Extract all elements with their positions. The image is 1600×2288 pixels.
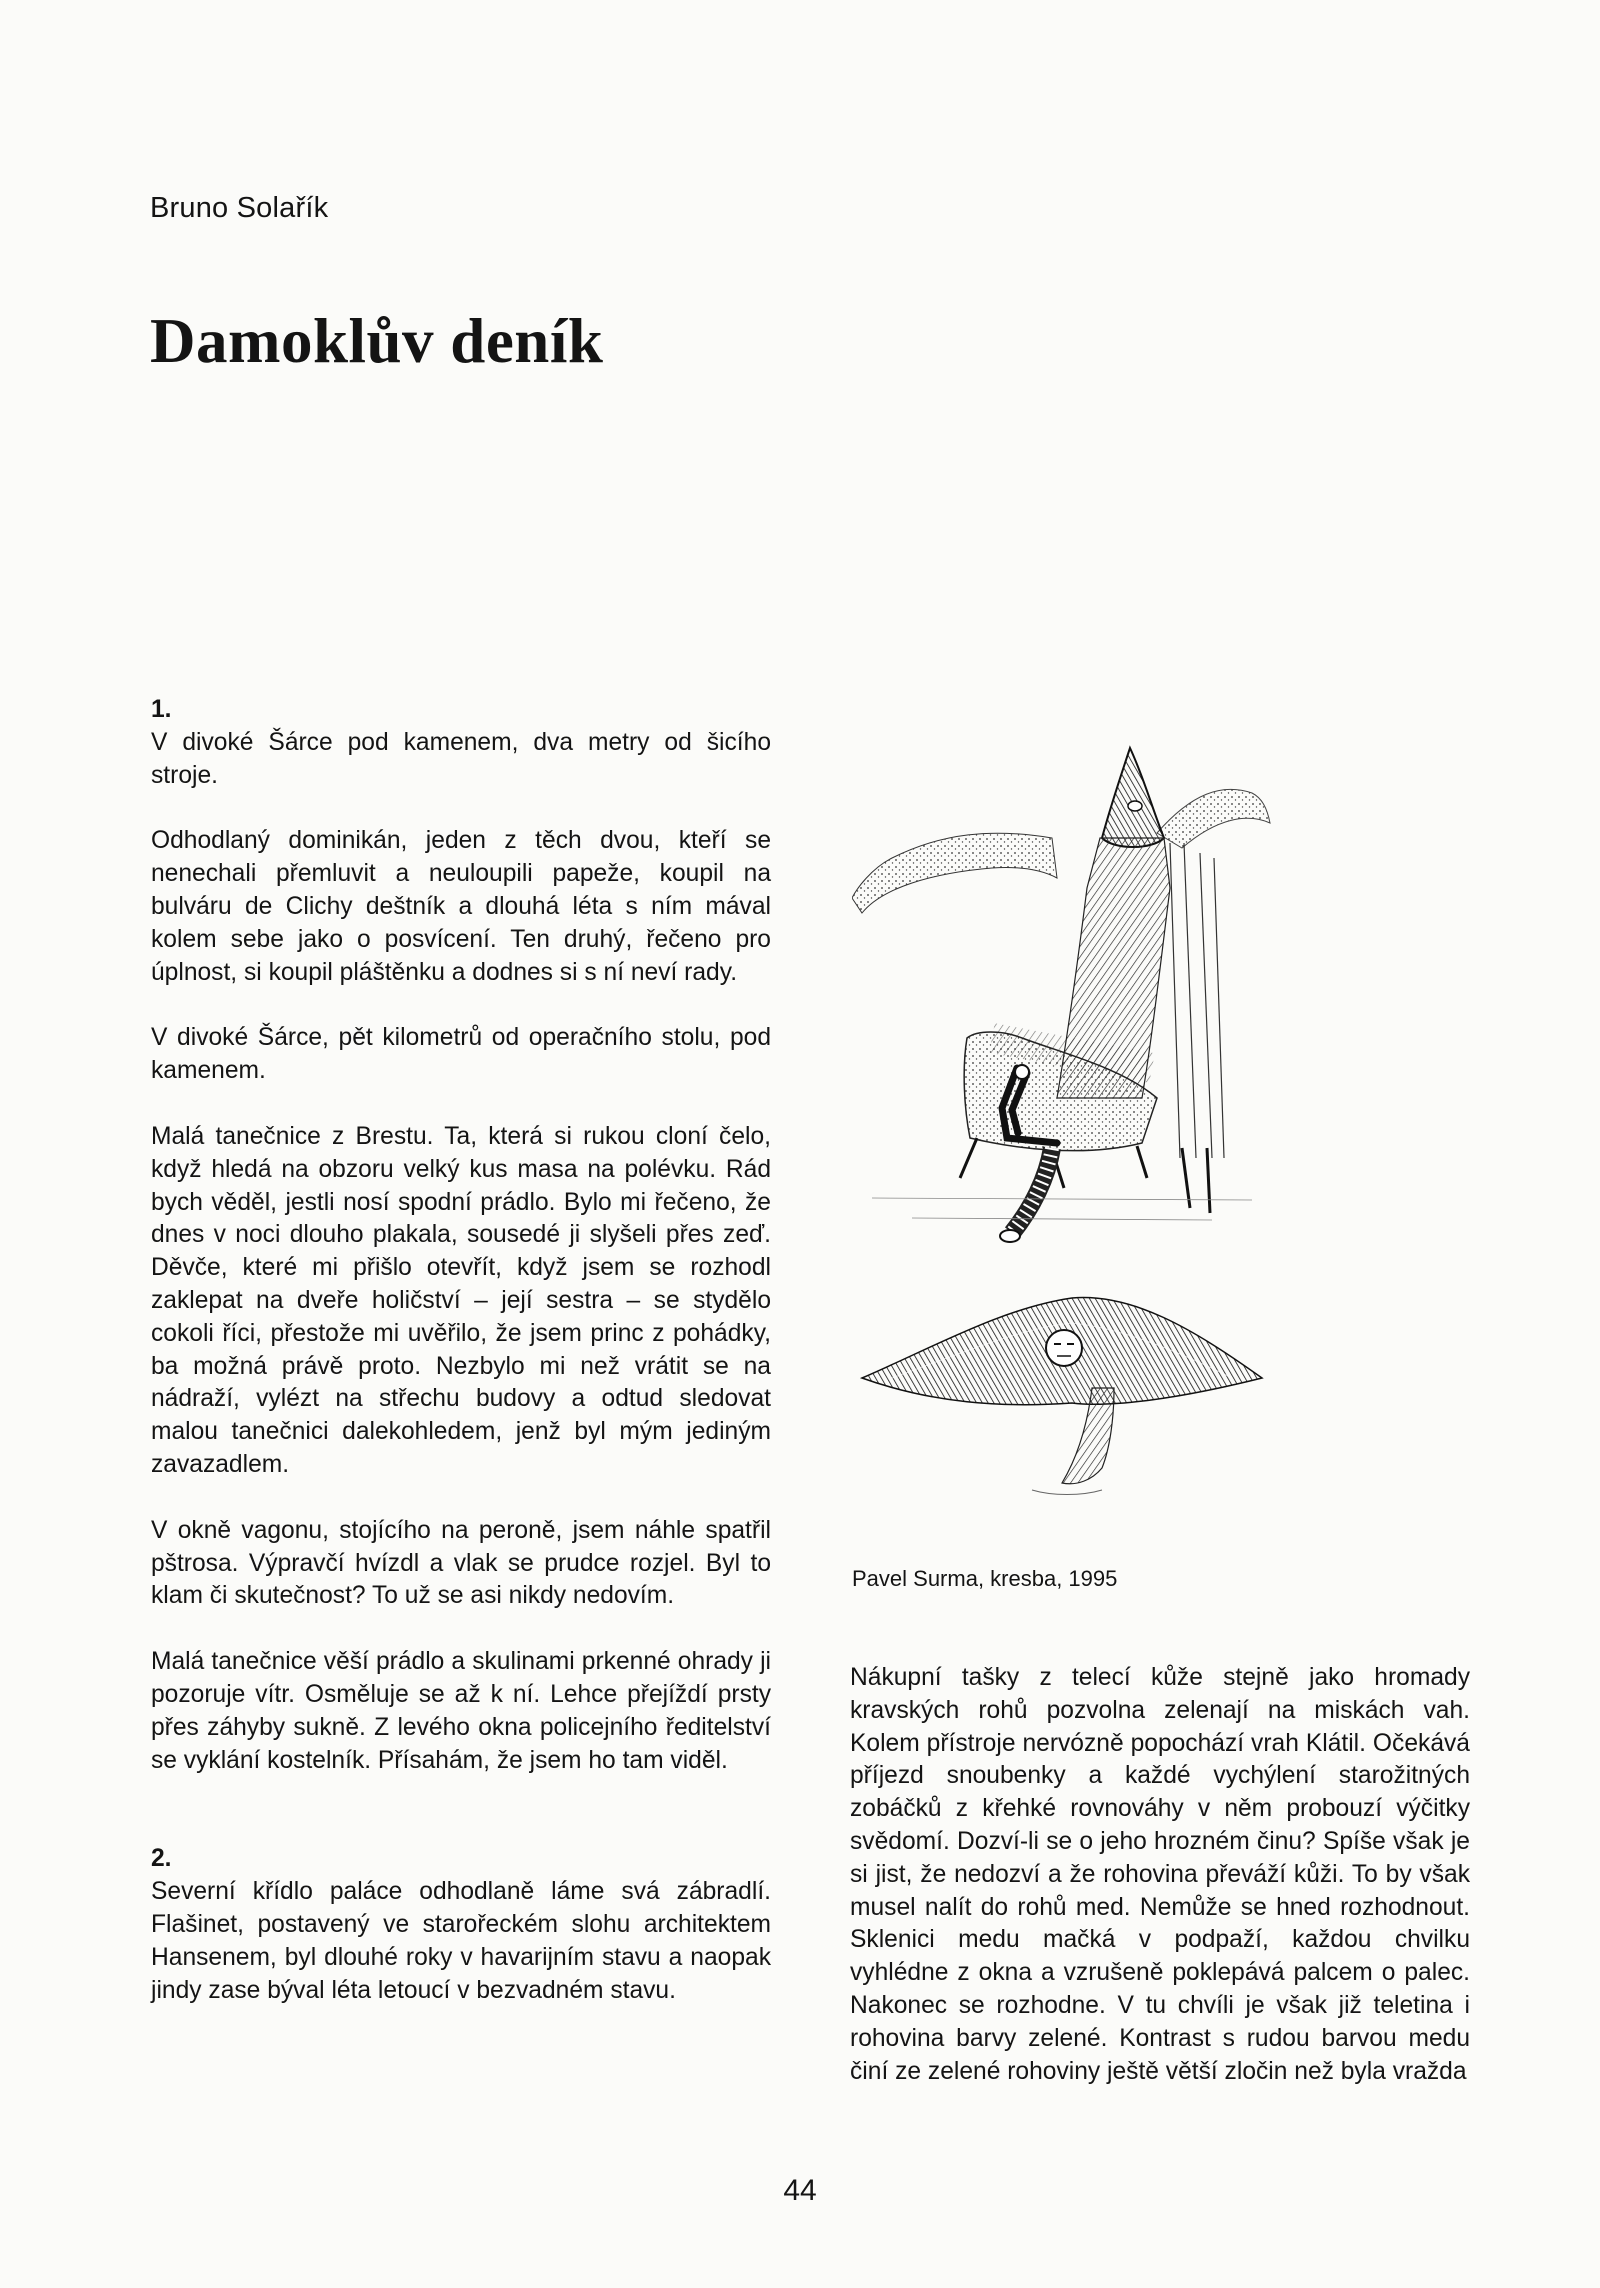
ground-lines — [872, 1198, 1252, 1220]
illustration-caption: Pavel Surma, kresba, 1995 — [852, 1566, 1118, 1591]
paragraph: Nákupní tašky z telecí kůže stejně jako hromady kravských rohů pozvolna zelenají na miskách vah. Kolem přístroje nervózně popochází vrah Klátil. Očekává příjezd snoubenky a každé vychýlení starožitných zobáčků z křehké rovnováhy v něm probouzí výčitky svědomí. Dozví-li se o jeho hrozném činu? Spíše však je si jist, že nedozví a že rohovina převáží kůži. To by však musel nalít do rohů med. Nemůže se hned rozhodnout. Sklenici medu mačká v podpaží, každou chvilku vyhlédne z okna a vzrušeně poklepává palcem o palec. Nakonec se rozhodne. V tu chvíli je však již teletina i rohovina barvy zelené. Kontrast s rudou barvou medu činí ze zelené rohoviny ještě větší zločin než byla vražda — [850, 1664, 1470, 2085]
ribbed-hose — [1012, 1148, 1052, 1233]
tuft-right — [1157, 789, 1270, 848]
paragraph: V okně vagonu, stojícího na peroně, jsem náhle spatřil pštrosa. Výpravčí hvízdl a vlak se prudce rozjel. Byl to klam či skutečnost? To už se asi nikdy nedovím. — [151, 1516, 771, 1610]
paragraph: Malá tanečnice věší prádlo a skulinami prkenné ohrady ji pozoruje vítr. Osměluje se až k ní. Lehce přejíždí prsty přes záhyby sukně. Z levého okna policejního ředitelství se vyklání kostelník. Přísahám, že jsem ho tam viděl. — [151, 1648, 771, 1774]
surreal-creature-drawing-icon — [852, 738, 1272, 1538]
paragraph: V divoké Šárce, pět kilometrů od operačního stolu, pod kamenem. — [151, 1024, 771, 1085]
article-title: Damoklův deník — [150, 306, 604, 376]
paragraph: Malá tanečnice z Brestu. Ta, která si rukou cloní čelo, když hledá na obzoru velký kus masa na polévku. Rád bych věděl, jestli nosí spodní prádlo. Bylo mi řečeno, že dnes v noci dlouho plakala, sousedé ji slyšeli přes zeď. Děvče, které mi přišlo otevřít, když jsem se rozhodl zaklepat na dveře holičství – její sestra – se stydělo cokoli říci, přestože mi uvěřilo, že jsem princ z pohádky, ba možná právě proto. Nezbylo mi než vrátit se na nádraží, vylézt na střechu budovy a odtud sledovat malou tanečnici dalekohledem, jenž byl mým jediným zavazadlem. — [151, 1122, 771, 1478]
tentacle-arm — [852, 833, 1057, 913]
pit-face — [1046, 1330, 1082, 1366]
left-column — [151, 694, 771, 2007]
creature-head — [1102, 748, 1164, 847]
section-number: 1. — [151, 696, 172, 723]
striped-columns — [1170, 843, 1224, 1158]
right-column — [850, 1662, 1470, 2088]
paragraph: Odhodlaný dominikán, jeden z těch dvou, kteří se nenechali přemluvit a neuloupili papeže, koupil na bulváru de Clichy deštník a dlouhá léta s ním mával kolem sebe jako o posvícení. Ten druhý, řečeno pro úplnost, si koupil pláštěnku a dodnes si s ní neví rady. — [151, 827, 771, 986]
page-number: 44 — [783, 2174, 817, 2207]
paragraph: V divoké Šárce pod kamenem, dva metry od šicího stroje. — [151, 728, 771, 789]
author-name: Bruno Solařík — [150, 192, 329, 224]
paragraph: Severní křídlo paláce odhodlaně láme svá zábradlí. Flašinet, postavený ve starořeckém slohu architektem Hansenem, byl dlouhé roky v havarijním stavu a naopak jindy zase býval léta letoucí v bezvadném stavu. — [151, 1878, 771, 2004]
section-number: 2. — [151, 1845, 172, 1873]
